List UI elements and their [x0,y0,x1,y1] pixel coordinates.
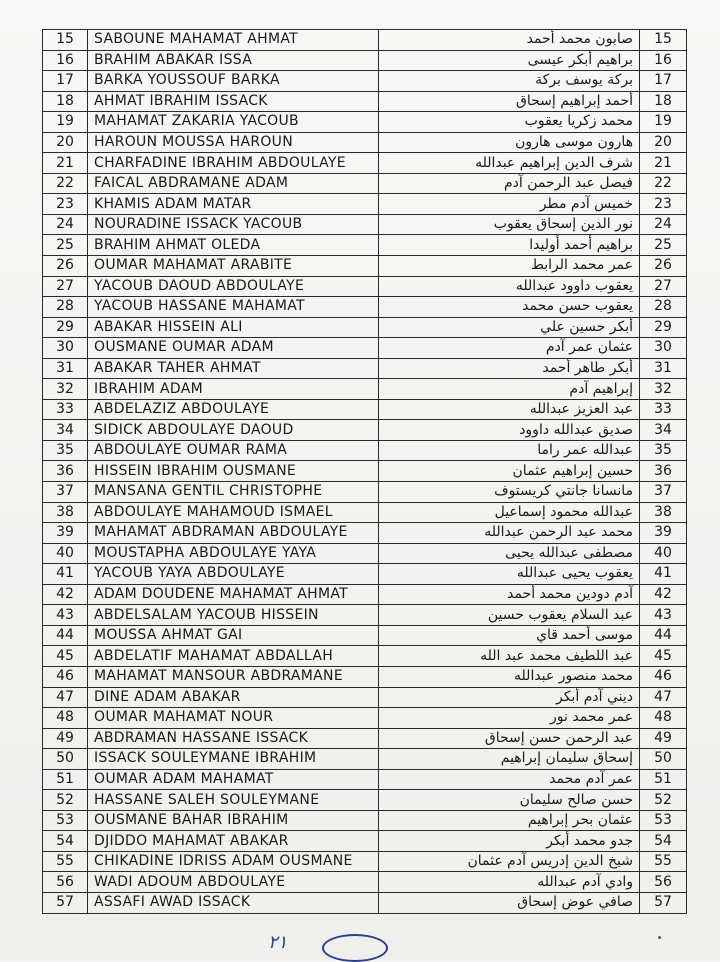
name-arabic: خميس آدم مطر [379,194,640,215]
row-number-right: 18 [640,91,687,112]
row-number-left: 46 [43,666,88,687]
table-row [43,605,687,626]
name-arabic: عبدالله محمود إسماعيل [379,502,640,523]
table-row [43,338,687,359]
table-row [43,502,687,523]
name-arabic: جدو محمد أبكر [379,831,640,852]
name-arabic: نور الدين إسحاق يعقوب [379,214,640,235]
row-number-left: 15 [43,30,88,51]
row-number-left: 40 [43,543,88,564]
row-number-right: 40 [640,543,687,564]
row-number-right: 20 [640,132,687,153]
name-latin: OUSMANE BAHAR IBRAHIM [88,810,379,831]
table-row [43,625,687,646]
row-number-right: 57 [640,892,687,913]
name-arabic: أبكر طاهر أحمد [379,358,640,379]
row-number-left: 24 [43,214,88,235]
row-number-left: 45 [43,646,88,667]
name-arabic: آدم دودين محمد أحمد [379,584,640,605]
table-body [43,30,687,914]
row-number-left: 55 [43,851,88,872]
table-row [43,317,687,338]
row-number-left: 29 [43,317,88,338]
name-arabic: أبكر حسين علي [379,317,640,338]
row-number-right: 36 [640,461,687,482]
row-number-right: 30 [640,338,687,359]
table-row [43,482,687,503]
row-number-left: 17 [43,71,88,92]
name-arabic: براهيم أحمد أوليدا [379,235,640,256]
name-arabic: وادي آدم عبدالله [379,872,640,893]
table-row [43,646,687,667]
table-row [43,358,687,379]
name-latin: DJIDDO MAHAMAT ABAKAR [88,831,379,852]
name-latin: MOUSTAPHA ABDOULAYE YAYA [88,543,379,564]
name-latin: ABDOULAYE MAHAMOUD ISMAEL [88,502,379,523]
name-latin: DINE ADAM ABAKAR [88,687,379,708]
row-number-right: 28 [640,297,687,318]
name-arabic: صابون محمد أحمد [379,30,640,51]
name-arabic: أحمد إبراهيم إسحاق [379,91,640,112]
row-number-left: 54 [43,831,88,852]
name-arabic: عمر آدم محمد [379,769,640,790]
row-number-left: 56 [43,872,88,893]
row-number-left: 38 [43,502,88,523]
name-latin: ABDELAZIZ ABDOULAYE [88,399,379,420]
name-latin: YACOUB DAOUD ABDOULAYE [88,276,379,297]
name-latin: CHIKADINE IDRISS ADAM OUSMANE [88,851,379,872]
name-latin: ABDELSALAM YACOUB HISSEIN [88,605,379,626]
table-row [43,872,687,893]
row-number-left: 52 [43,790,88,811]
row-number-right: 51 [640,769,687,790]
name-arabic: عمر محمد نور [379,708,640,729]
row-number-right: 38 [640,502,687,523]
name-arabic: عبدالله عمر راما [379,440,640,461]
table-row [43,728,687,749]
name-latin: MAHAMAT ZAKARIA YACOUB [88,112,379,133]
table-row [43,708,687,729]
name-latin: BARKA YOUSSOUF BARKA [88,71,379,92]
ink-dot [658,936,661,939]
name-latin: YACOUB YAYA ABDOULAYE [88,564,379,585]
row-number-left: 21 [43,153,88,174]
table-row [43,440,687,461]
row-number-right: 55 [640,851,687,872]
row-number-left: 57 [43,892,88,913]
name-arabic: عبد اللطيف محمد عبد الله [379,646,640,667]
row-number-right: 50 [640,749,687,770]
name-arabic: محمد منصور عبدالله [379,666,640,687]
table-row [43,256,687,277]
row-number-left: 43 [43,605,88,626]
name-latin: HASSANE SALEH SOULEYMANE [88,790,379,811]
row-number-right: 27 [640,276,687,297]
row-number-left: 32 [43,379,88,400]
table-row [43,91,687,112]
row-number-right: 19 [640,112,687,133]
name-latin: ABAKAR HISSEIN ALI [88,317,379,338]
row-number-right: 17 [640,71,687,92]
name-arabic: عبد العزيز عبدالله [379,399,640,420]
row-number-left: 19 [43,112,88,133]
name-latin: MAHAMAT MANSOUR ABDRAMANE [88,666,379,687]
name-latin: OUMAR ADAM MAHAMAT [88,769,379,790]
table-row [43,132,687,153]
name-latin: MAHAMAT ABDRAMAN ABDOULAYE [88,523,379,544]
row-number-left: 48 [43,708,88,729]
row-number-right: 53 [640,810,687,831]
table-row [43,584,687,605]
name-latin: YACOUB HASSANE MAHAMAT [88,297,379,318]
table-row [43,112,687,133]
row-number-left: 33 [43,399,88,420]
name-arabic: ديني آدم أبكر [379,687,640,708]
row-number-left: 31 [43,358,88,379]
table-row [43,173,687,194]
table-row [43,523,687,544]
name-arabic: عثمان بحر إبراهيم [379,810,640,831]
name-latin: IBRAHIM ADAM [88,379,379,400]
row-number-right: 41 [640,564,687,585]
initials-stamp [322,934,388,962]
name-latin: WADI ADOUM ABDOULAYE [88,872,379,893]
name-arabic: شرف الدين إبراهيم عبدالله [379,153,640,174]
table-row [43,50,687,71]
row-number-left: 36 [43,461,88,482]
page-number-mark: ٢١ [268,932,288,953]
row-number-left: 27 [43,276,88,297]
row-number-left: 42 [43,584,88,605]
names-table [42,29,687,914]
row-number-left: 30 [43,338,88,359]
table-row [43,543,687,564]
row-number-right: 48 [640,708,687,729]
name-latin: CHARFADINE IBRAHIM ABDOULAYE [88,153,379,174]
name-latin: NOURADINE ISSACK YACOUB [88,214,379,235]
row-number-left: 16 [43,50,88,71]
row-number-left: 37 [43,482,88,503]
name-latin: MANSANA GENTIL CHRISTOPHE [88,482,379,503]
table-row [43,235,687,256]
row-number-right: 56 [640,872,687,893]
table-row [43,687,687,708]
table-row [43,194,687,215]
row-number-right: 33 [640,399,687,420]
table-row [43,276,687,297]
name-arabic: عبد السلام يعقوب حسين [379,605,640,626]
row-number-right: 23 [640,194,687,215]
name-latin: OUMAR MAHAMAT NOUR [88,708,379,729]
row-number-right: 24 [640,214,687,235]
row-number-right: 43 [640,605,687,626]
row-number-left: 39 [43,523,88,544]
table-row [43,399,687,420]
row-number-right: 35 [640,440,687,461]
name-arabic: صديق عبدالله داوود [379,420,640,441]
name-arabic: حسن صالح سليمان [379,790,640,811]
name-latin: BRAHIM AHMAT OLEDA [88,235,379,256]
row-number-right: 21 [640,153,687,174]
row-number-right: 44 [640,625,687,646]
name-latin: MOUSSA AHMAT GAI [88,625,379,646]
name-latin: SABOUNE MAHAMAT AHMAT [88,30,379,51]
table-row [43,851,687,872]
row-number-right: 31 [640,358,687,379]
name-latin: FAICAL ABDRAMANE ADAM [88,173,379,194]
name-arabic: محمد زكريا يعقوب [379,112,640,133]
row-number-right: 22 [640,173,687,194]
name-latin: ABDOULAYE OUMAR RAMA [88,440,379,461]
table-row [43,379,687,400]
row-number-right: 47 [640,687,687,708]
row-number-left: 47 [43,687,88,708]
table-row [43,297,687,318]
row-number-right: 39 [640,523,687,544]
row-number-left: 26 [43,256,88,277]
row-number-left: 53 [43,810,88,831]
row-number-right: 15 [640,30,687,51]
name-arabic: براهيم أبكر عيسى [379,50,640,71]
row-number-right: 54 [640,831,687,852]
name-arabic: موسى أحمد قاي [379,625,640,646]
row-number-right: 49 [640,728,687,749]
name-latin: KHAMIS ADAM MATAR [88,194,379,215]
row-number-left: 51 [43,769,88,790]
name-latin: ABDRAMAN HASSANE ISSACK [88,728,379,749]
row-number-right: 32 [640,379,687,400]
name-latin: SIDICK ABDOULAYE DAOUD [88,420,379,441]
table-row [43,749,687,770]
row-number-left: 35 [43,440,88,461]
name-arabic: إبراهيم آدم [379,379,640,400]
name-arabic: يعقوب يحيى عبدالله [379,564,640,585]
name-arabic: بركة يوسف بركة [379,71,640,92]
row-number-left: 50 [43,749,88,770]
name-arabic: عثمان عمر آدم [379,338,640,359]
row-number-right: 45 [640,646,687,667]
table-row [43,831,687,852]
name-arabic: عبد الرحمن حسن إسحاق [379,728,640,749]
table-row [43,214,687,235]
row-number-right: 46 [640,666,687,687]
name-latin: ABAKAR TAHER AHMAT [88,358,379,379]
name-latin: ADAM DOUDENE MAHAMAT AHMAT [88,584,379,605]
name-arabic: مانسانا جانتي كريستوف [379,482,640,503]
name-arabic: شيخ الدين إدريس آدم عثمان [379,851,640,872]
name-arabic: عمر محمد الرابط [379,256,640,277]
row-number-right: 37 [640,482,687,503]
name-arabic: فيصل عبد الرحمن آدم [379,173,640,194]
row-number-left: 34 [43,420,88,441]
row-number-left: 22 [43,173,88,194]
row-number-right: 16 [640,50,687,71]
row-number-right: 25 [640,235,687,256]
name-arabic: إسحاق سليمان إبراهيم [379,749,640,770]
name-arabic: صافي عوض إسحاق [379,892,640,913]
table-row [43,564,687,585]
row-number-left: 41 [43,564,88,585]
row-number-left: 28 [43,297,88,318]
name-arabic: هارون موسى هارون [379,132,640,153]
name-arabic: حسين إبراهيم عثمان [379,461,640,482]
row-number-left: 44 [43,625,88,646]
row-number-right: 34 [640,420,687,441]
table-row [43,153,687,174]
table-row [43,892,687,913]
table-row [43,810,687,831]
name-latin: OUMAR MAHAMAT ARABITE [88,256,379,277]
row-number-right: 42 [640,584,687,605]
row-number-left: 23 [43,194,88,215]
name-arabic: يعقوب داوود عبدالله [379,276,640,297]
row-number-left: 25 [43,235,88,256]
name-latin: HAROUN MOUSSA HAROUN [88,132,379,153]
table-row [43,71,687,92]
name-arabic: يعقوب حسن محمد [379,297,640,318]
name-arabic: مصطفى عبدالله يحيى [379,543,640,564]
table-row [43,461,687,482]
name-latin: ISSACK SOULEYMANE IBRAHIM [88,749,379,770]
name-latin: AHMAT IBRAHIM ISSACK [88,91,379,112]
name-latin: HISSEIN IBRAHIM OUSMANE [88,461,379,482]
row-number-right: 29 [640,317,687,338]
name-latin: BRAHIM ABAKAR ISSA [88,50,379,71]
row-number-right: 26 [640,256,687,277]
table-row [43,666,687,687]
name-latin: ABDELATIF MAHAMAT ABDALLAH [88,646,379,667]
table-row [43,790,687,811]
table-row [43,769,687,790]
row-number-left: 49 [43,728,88,749]
row-number-left: 18 [43,91,88,112]
name-latin: OUSMANE OUMAR ADAM [88,338,379,359]
row-number-left: 20 [43,132,88,153]
name-latin: ASSAFI AWAD ISSACK [88,892,379,913]
name-arabic: محمد عبد الرحمن عبدالله [379,523,640,544]
table-row [43,30,687,51]
table-row [43,420,687,441]
row-number-right: 52 [640,790,687,811]
